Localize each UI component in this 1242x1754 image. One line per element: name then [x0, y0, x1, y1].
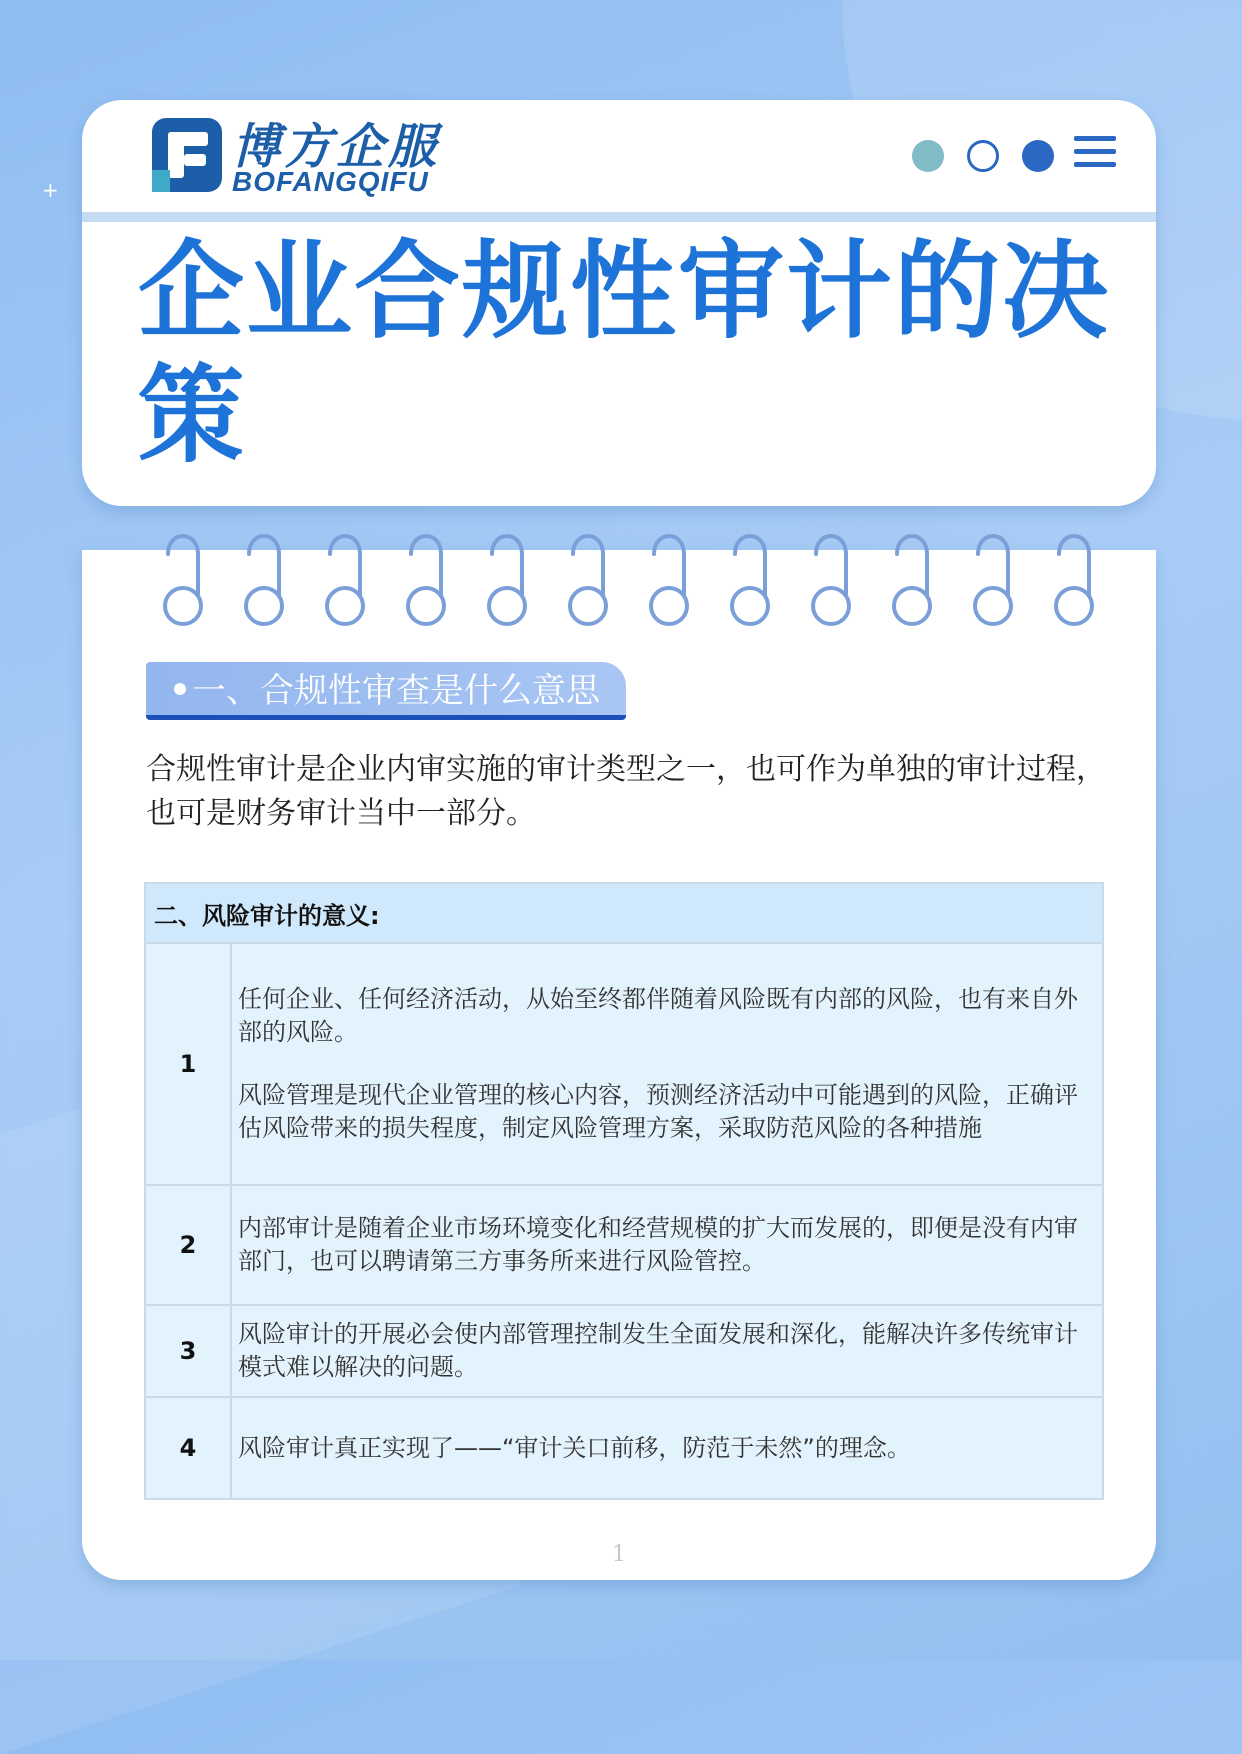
binder-ring-icon [327, 536, 363, 624]
header-card [82, 100, 1156, 506]
row-paragraph: 任何企业、任何经济活动，从始至终都伴随着风险既有内部的风险，也有来自外部的风险。 [238, 985, 1078, 1046]
row-text [231, 943, 1103, 1185]
binder-ring-icon [813, 536, 849, 624]
section-heading-text: 一、合规性审查是什么意思 [192, 671, 600, 711]
brand-name-en: BOFANGQIFU [232, 166, 429, 197]
table-row [145, 1185, 1103, 1305]
header-divider [82, 212, 1156, 222]
blue-dot-icon [1022, 140, 1054, 172]
table-row [145, 1397, 1103, 1499]
row-text [231, 1185, 1103, 1305]
binder-ring-icon [570, 536, 606, 624]
sparkle-icon: + [42, 178, 59, 202]
row-paragraph: 风险审计真正实现了——“审计关口前移，防范于未然”的理念。 [238, 1433, 911, 1462]
row-number: 4 [145, 1397, 231, 1499]
binder-ring-icon [975, 536, 1011, 624]
row-paragraph: 风险管理是现代企业管理的核心内容，预测经济活动中可能遇到的风险，正确评估风险带来的损失程度，制定风险管理方案，采取防范风险的各种措施 [238, 1081, 1078, 1142]
binder-ring-icon [651, 536, 687, 624]
risk-audit-table [144, 882, 1104, 1500]
table-header-row [145, 883, 1103, 943]
binder-rings [82, 526, 1156, 636]
row-paragraph: 内部审计是随着企业市场环境变化和经营规模的扩大而发展的，即便是没有内审部门，也可以聘请第三方事务所来进行风险管控。 [238, 1214, 1078, 1275]
table-row [145, 943, 1103, 1185]
binder-ring-icon [1056, 536, 1092, 624]
binder-ring-icon [489, 536, 525, 624]
teal-dot-icon [912, 140, 944, 172]
row-paragraph: 风险审计的开展必会使内部管理控制发生全面发展和深化，能解决许多传统审计模式难以解决的问题。 [238, 1320, 1078, 1381]
row-text [231, 1397, 1103, 1499]
binder-ring-icon [246, 536, 282, 624]
binder-ring-icon [894, 536, 930, 624]
row-number: 1 [145, 943, 231, 1185]
binder-ring-icon [732, 536, 768, 624]
section-heading-tab [146, 662, 626, 720]
page-number: 1 [612, 1542, 626, 1567]
table-heading: 二、风险审计的意义: [145, 883, 1103, 943]
bullet-icon [174, 683, 186, 695]
hamburger-menu-icon[interactable] [1074, 136, 1116, 172]
page-title: 企业合规性审计的决策 [138, 230, 1110, 477]
row-number: 3 [145, 1305, 231, 1397]
intro-paragraph: 合规性审计是企业内审实施的审计类型之一，也可作为单独的审计过程，也可是财务审计当中一部分。 [146, 752, 1106, 831]
ring-dot-icon [967, 140, 999, 172]
row-text [231, 1305, 1103, 1397]
table-row [145, 1305, 1103, 1397]
binder-ring-icon [408, 536, 444, 624]
logo-icon [150, 114, 226, 196]
brand-name-cn: 博方企服 [232, 119, 441, 175]
row-number: 2 [145, 1185, 231, 1305]
content-card [82, 550, 1156, 1580]
binder-ring-icon [165, 536, 201, 624]
